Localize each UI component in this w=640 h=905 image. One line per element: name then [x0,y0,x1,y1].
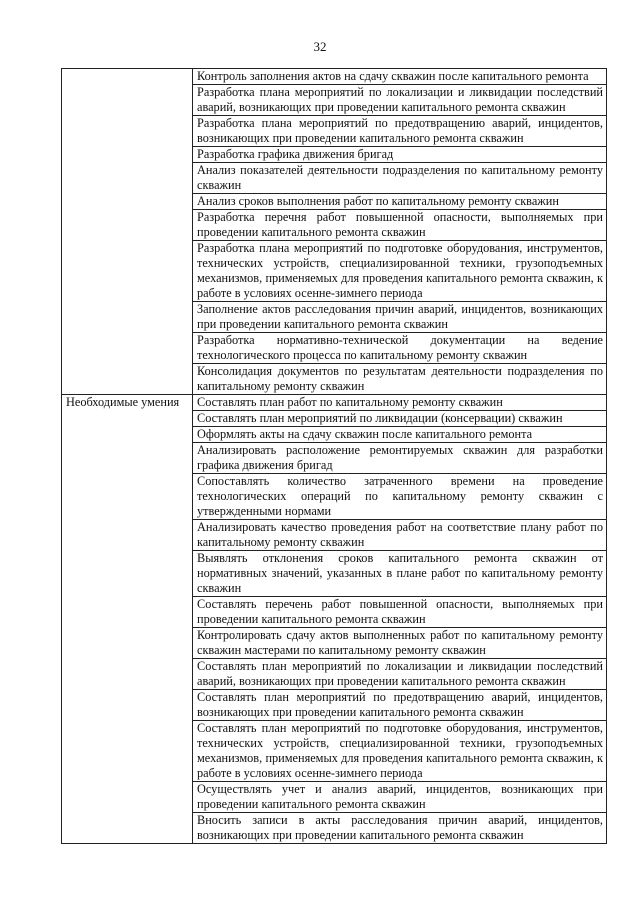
skill-item: Составлять план мероприятий по подготовке оборудования, инструментов, технических устройств, специализированной техники, грузоподъемных механизмов, применяемых для проведения капитального ремонта скважин, к работе в условиях осенне-зимнего периода [193,721,607,782]
required-skills-label: Необходимые умения [62,395,193,844]
skill-item: Выявлять отклонения сроков капитального ремонта скважин от нормативных значений, указанных в плане работ по капитальному ремонту скважин [193,551,607,597]
required-skills-section [62,395,607,844]
labor-action-item: Анализ сроков выполнения работ по капитальному ремонту скважин [193,194,607,210]
skill-item: Составлять план мероприятий по локализации и ликвидации последствий аварий, возникающих при проведении капитального ремонта скважин [193,659,607,690]
labor-action-item: Разработка графика движения бригад [193,147,607,163]
labor-actions-label [62,69,193,395]
skill-item: Оформлять акты на сдачу скважин после капитального ремонта [193,427,607,443]
skill-item: Сопоставлять количество затраченного времени на проведение технологических операций по капитальному ремонту скважин с утвержденными нормами [193,474,607,520]
labor-action-item: Заполнение актов расследования причин аварий, инцидентов, возникающих при проведении капитального ремонта скважин [193,302,607,333]
labor-action-item: Разработка нормативно-технической документации на ведение технологического процесса по капитальному ремонту скважин [193,333,607,364]
skill-item: Составлять перечень работ повышенной опасности, выполняемых при проведении капитального ремонта скважин [193,597,607,628]
labor-action-item: Разработка плана мероприятий по локализации и ликвидации последствий аварий, возникающих при проведении капитального ремонта скважин [193,85,607,116]
table-row [62,395,607,411]
skill-item: Составлять план мероприятий по предотвращению аварий, инцидентов, возникающих при проведении капитального ремонта скважин [193,690,607,721]
skill-item: Анализировать качество проведения работ на соответствие плану работ по капитальному ремонту скважин [193,520,607,551]
skill-item: Контролировать сдачу актов выполненных работ по капитальному ремонту скважин мастерами по капитальному ремонту скважин [193,628,607,659]
labor-action-item: Анализ показателей деятельности подразделения по капитальному ремонту скважин [193,163,607,194]
page-number: 32 [313,39,327,54]
labor-action-item: Разработка перечня работ повышенной опасности, выполняемых при проведении капитального ремонта скважин [193,210,607,241]
labor-actions-section [62,69,607,395]
skill-item: Осуществлять учет и анализ аварий, инцидентов, возникающих при проведении капитального ремонта скважин [193,782,607,813]
skill-item: Вносить записи в акты расследования причин аварий, инцидентов, возникающих при проведении капитального ремонта скважин [193,813,607,844]
table-row [62,69,607,85]
skill-item: Составлять план работ по капитальному ремонту скважин [193,395,607,411]
skill-item: Анализировать расположение ремонтируемых скважин для разработки графика движения бригад [193,443,607,474]
labor-action-item: Консолидация документов по результатам деятельности подразделения по капитальному ремонту скважин [193,364,607,395]
labor-action-item: Разработка плана мероприятий по подготовке оборудования, инструментов, технических устройств, специализированной техники, грузоподъемных механизмов, применяемых для проведения капитального ремонта скважин, к работе в условиях осенне-зимнего периода [193,241,607,302]
labor-action-item: Разработка плана мероприятий по предотвращению аварий, инцидентов, возникающих при проведении капитального ремонта скважин [193,116,607,147]
skill-item: Составлять план мероприятий по ликвидации (консервации) скважин [193,411,607,427]
labor-action-item: Контроль заполнения актов на сдачу скважин после капитального ремонта [193,69,607,85]
competency-table [61,68,607,844]
